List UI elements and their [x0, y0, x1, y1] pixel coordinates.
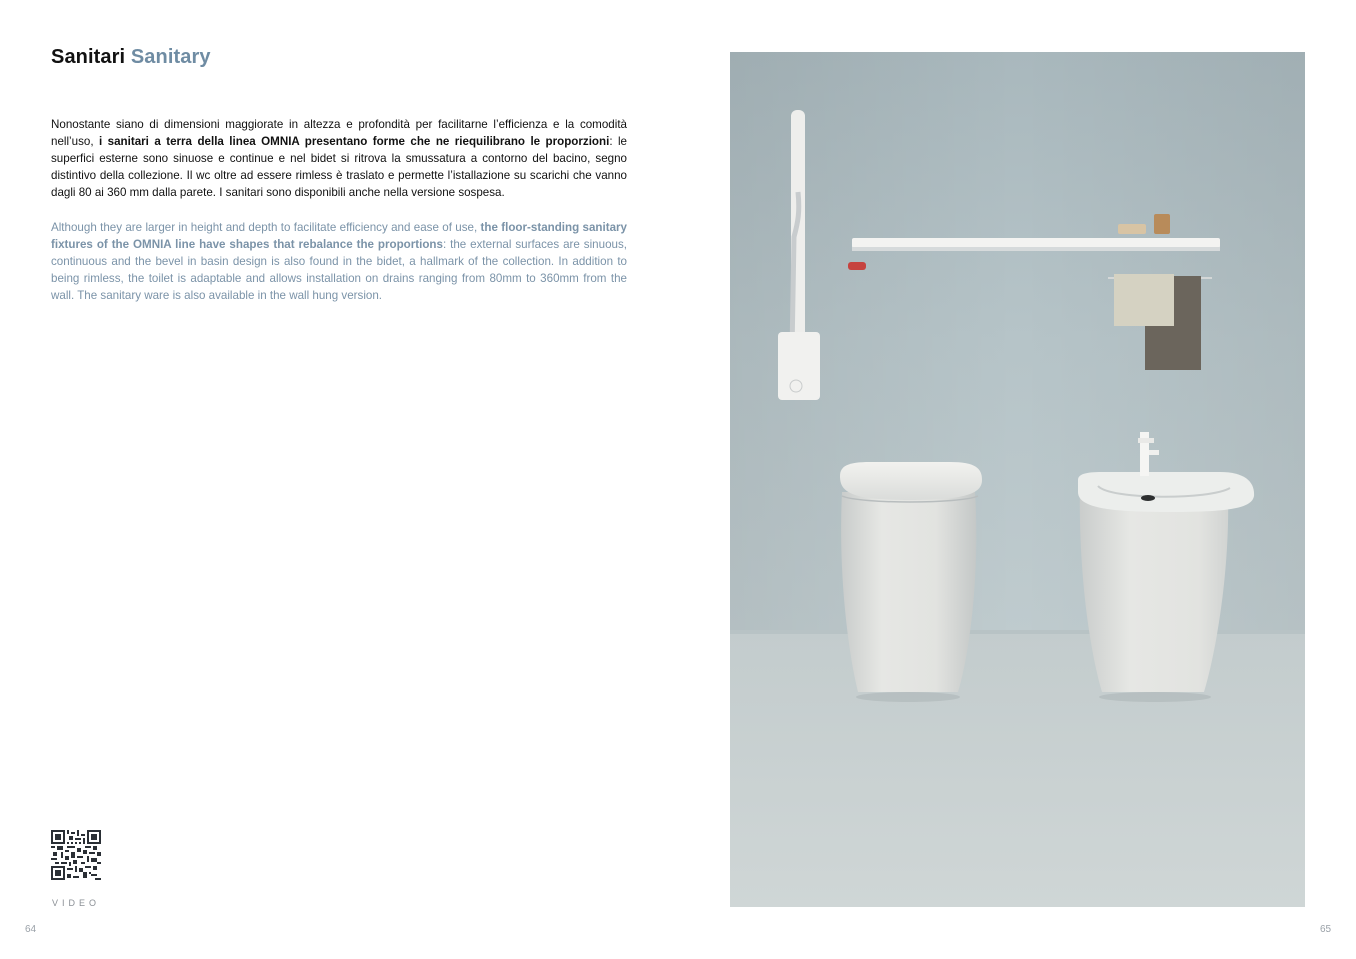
- floor: [730, 632, 1305, 907]
- italian-text-intro: Nonostante siano di dimensioni maggiorate in altezza e profondità per facilitarne l’efficienza e la comodità nell’uso,: [51, 118, 627, 149]
- english-paragraph: [51, 219, 627, 304]
- italian-paragraph: [51, 116, 627, 201]
- english-text-intro: Although they are larger in height and depth to facilitate efficiency and ease of use,: [51, 221, 481, 234]
- page-number-left: 64: [25, 924, 37, 935]
- page-number-right: 65: [1320, 924, 1332, 935]
- product-photo: [730, 52, 1305, 907]
- page-title: [51, 46, 211, 69]
- english-text-bold: the floor-standing sanitary fixtures of the OMNIA line have shapes that rebalance the proportions: [51, 221, 627, 252]
- italian-text-rest: : le superfici esterne sono sinuose e continue e nel bidet si ritrova la smussatura a contorno del bacino, segno distintivo della collezione. Il wc oltre ad essere rimless è traslato e permette l’istallazione su scarichi che vanno dagli 80 ai 360 mm dalla parete. I sanitari sono disponibili anche nella versione sospesa.: [51, 135, 627, 200]
- italian-text-bold: i sanitari a terra della linea OMNIA presentano forme che ne riequilibrano le proporzioni: [98, 135, 610, 149]
- english-text-rest: : the external surfaces are sinuous, continuous and the bevel in basin design is also found in the bidet, a hallmark of the collection. In addition to being rimless, the toilet is adaptable and allows installation on drains ranging from 80mm to 360mm from the wall. The sanitary ware is also available in the wall hung version.: [51, 238, 627, 303]
- toilet: [840, 462, 982, 702]
- qr-code-icon[interactable]: [51, 830, 101, 880]
- video-label: VIDEO: [52, 898, 101, 908]
- title-italian: Sanitari: [51, 46, 126, 68]
- title-english: Sanitary: [130, 46, 211, 68]
